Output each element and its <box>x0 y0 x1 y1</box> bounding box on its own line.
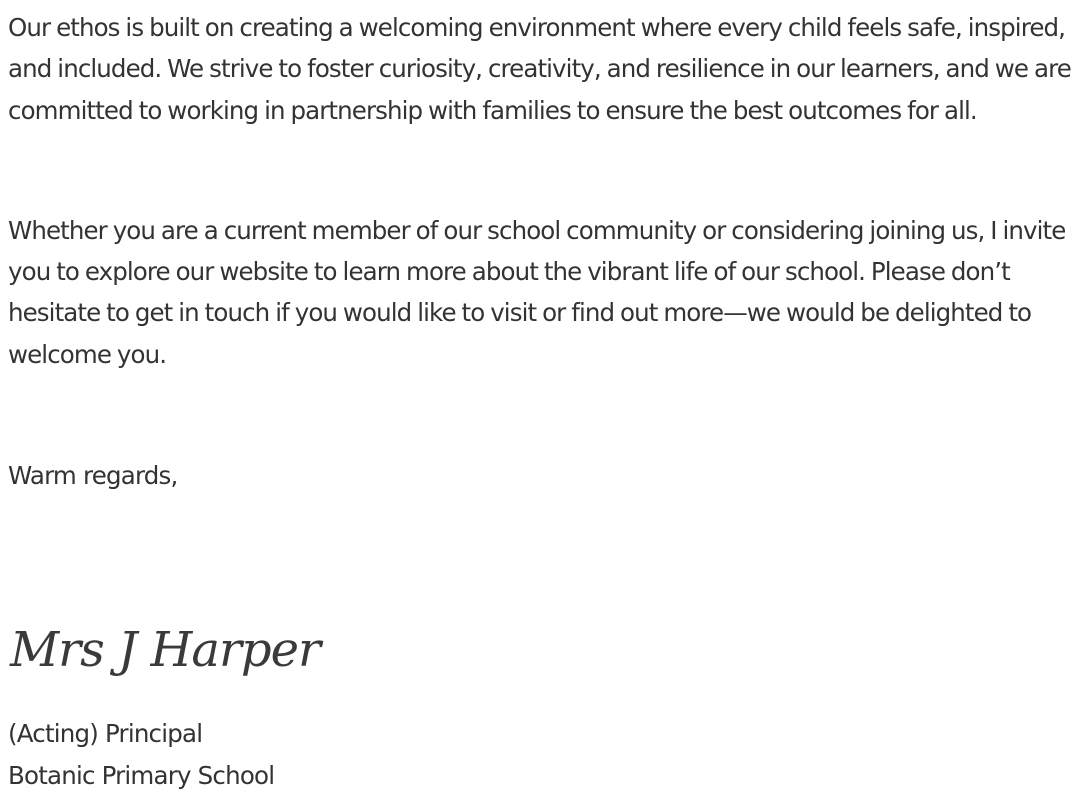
signatory-details <box>8 713 274 797</box>
signature-image <box>8 612 368 688</box>
ethos-paragraph: Our ethos is built on creating a welcoming environment where every child feels safe, inspired, and included. We strive to foster curiosity, creativity, and resilience in our learners, and we are committed to working in partnership with families to ensure the best outcomes for all. <box>8 13 1071 125</box>
invitation-paragraph: Whether you are a current member of our school community or considering joining us, I invite you to explore our website to learn more about the vibrant life of our school. Please don’t hesitate to get in touch if you would like to visit or find out more—we would be delighted to welcome you. <box>8 215 1066 369</box>
school-name: Botanic Primary School <box>8 761 275 790</box>
signatory-role: (Acting) Principal <box>8 719 203 748</box>
signature-text: Mrs J Harper <box>10 622 320 678</box>
handwritten-signature <box>8 612 368 688</box>
letter-body <box>8 7 1086 496</box>
closing-salutation: Warm regards, <box>8 461 178 491</box>
